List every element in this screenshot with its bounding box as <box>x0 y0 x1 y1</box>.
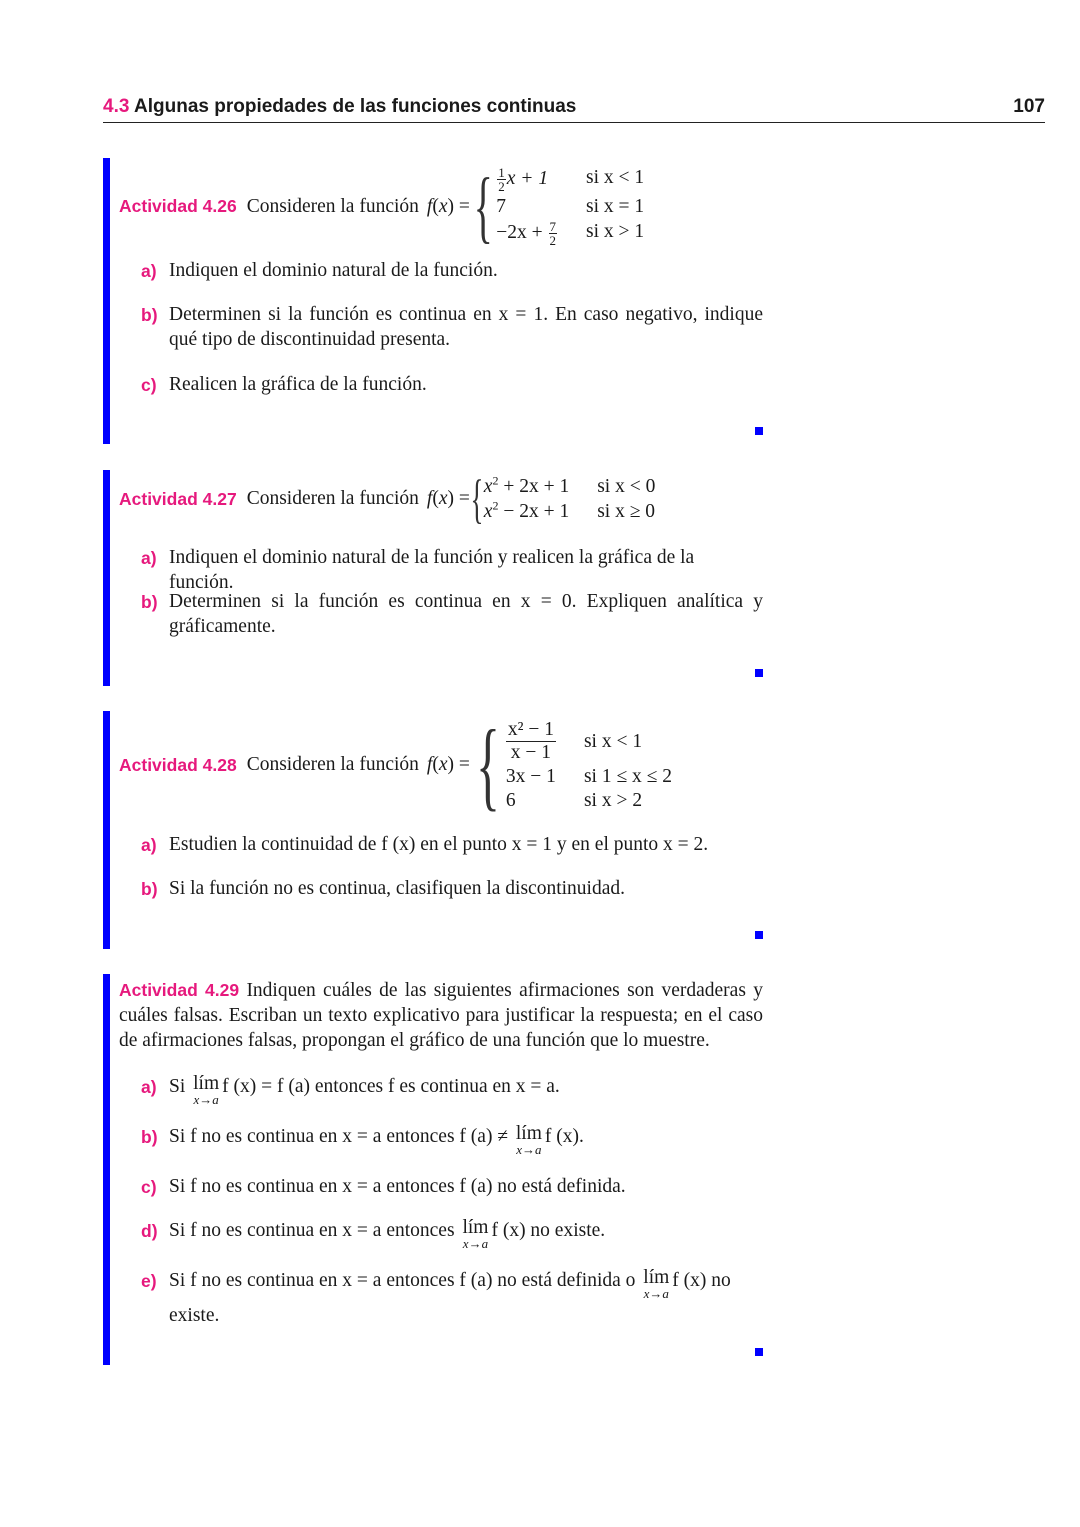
case-1-expr: $x^2 + 2x + 1$ <box>483 473 570 497</box>
list-item: b) Determinen si la función es continua en x = 0. Expliquen analítica y gráficamente. <box>141 591 763 637</box>
case-1-cond: si x < 1 <box>583 730 643 752</box>
activity-intro: Consideren la función <box>246 754 419 775</box>
case-1-cond: si x < 1 <box>586 167 645 188</box>
activity-statement <box>119 469 656 529</box>
list-item: b) Si la función no es continua, clasifiquen la discontinuidad. <box>141 878 625 899</box>
activity-statement <box>119 978 763 1053</box>
limit-operator: lím x→a <box>515 1123 542 1157</box>
activity-4-26 <box>103 158 763 444</box>
activity-bar <box>103 470 110 686</box>
case-1-expr: x² − 1 x − 1 <box>507 718 554 763</box>
header-section <box>103 96 576 118</box>
activity-label: Actividad 4.28 <box>119 754 237 775</box>
end-of-activity-mark <box>755 1348 763 1356</box>
list-item: a) Estudien la continuidad de f (x) en el punto x = 1 y en el punto x = 2. <box>141 834 709 855</box>
limit-operator: lím x→a <box>643 1267 670 1301</box>
case-2-expr: $x^2 - 2x + 1$ <box>483 498 570 522</box>
activity-bar <box>103 711 110 949</box>
list-item: b) Si f no es continua en x = a entonces f (a) ≠ lím x→a f (x). <box>141 1123 584 1157</box>
list-item: a) Indiquen el dominio natural de la función. <box>141 260 498 281</box>
case-2-cond: si 1 ≤ x ≤ 2 <box>583 765 673 787</box>
piecewise-cases <box>484 475 656 523</box>
page-number: 107 <box>1013 96 1045 117</box>
list-item: c) Si f no es continua en x = a entonces f (a) no está definida. <box>141 1176 626 1197</box>
function-name: f(x) = <box>426 754 470 775</box>
list-item: a) Indiquen el dominio natural de la función y realicen la gráfica de la función. <box>141 547 695 593</box>
activity-bar <box>103 158 110 444</box>
left-brace: { <box>475 709 500 820</box>
case-3-cond: si x > 2 <box>583 789 643 811</box>
case-2-expr: 7 <box>496 196 507 217</box>
activity-bar <box>103 974 110 1365</box>
list-item: b) Determinen si la función es continua en x = 1. En caso negativo, indique qué tipo de discontinuidad presenta. <box>141 304 763 350</box>
section-number: 4.3 <box>103 96 130 117</box>
limit-operator: lím x→a <box>193 1073 220 1107</box>
activity-4-27 <box>103 470 763 686</box>
case-1-cond: si x < 0 <box>597 476 656 497</box>
end-of-activity-mark <box>755 669 763 677</box>
case-2-cond: si x ≥ 0 <box>597 501 656 522</box>
piecewise-cases <box>496 166 644 247</box>
activity-label: Actividad 4.29 <box>119 980 240 1000</box>
activity-statement <box>119 709 673 820</box>
section-title: Algunas propiedades de las funciones continuas <box>134 96 577 117</box>
list-item: c) Realicen la gráfica de la función. <box>141 374 427 395</box>
activity-label: Actividad 4.26 <box>119 196 237 216</box>
function-name: f(x) = <box>426 488 470 509</box>
piecewise-cases <box>506 719 672 812</box>
limit-operator: lím x→a <box>462 1217 489 1251</box>
activity-statement <box>119 162 645 251</box>
left-brace: { <box>470 469 484 529</box>
case-3-expr: 6 <box>505 789 516 811</box>
activity-4-28 <box>103 711 763 949</box>
activity-intro: Indiquen cuáles de las siguientes afirmaciones son verdaderas y cuáles falsas. Escriban un texto explicativo para justificar la respuesta; en el caso de afirmaciones falsas, propongan el gráfico de una función que lo muestre. <box>119 980 763 1051</box>
fraction: $\frac{1}{2}$ <box>498 165 505 194</box>
running-header <box>103 96 1045 123</box>
activity-4-29 <box>103 974 763 1365</box>
case-3-expr: −2x + $\frac{7}{2}$ <box>496 219 557 248</box>
left-brace: { <box>473 162 493 251</box>
case-1-expr: $\frac{1}{2}$ x + 1 <box>498 165 549 194</box>
activity-intro: Consideren la función <box>246 488 419 509</box>
list-item: d) Si f no es continua en x = a entonces lím x→a f (x) no existe. <box>141 1217 606 1251</box>
list-item: a) Si lím x→a f (x) = f (a) entonces f es continua en x = a. <box>141 1073 560 1107</box>
function-name: f(x) = <box>426 195 470 217</box>
end-of-activity-mark <box>755 427 763 435</box>
activity-intro: Consideren la función <box>246 195 419 217</box>
case-2-expr: 3x − 1 <box>505 765 556 787</box>
case-2-cond: si x = 1 <box>586 196 645 217</box>
end-of-activity-mark <box>755 931 763 939</box>
activity-label: Actividad 4.27 <box>119 488 237 509</box>
case-3-cond: si x > 1 <box>586 221 645 242</box>
fraction: $\frac{7}{2}$ <box>549 219 557 248</box>
list-item: e) Si f no es continua en x = a entonces f (a) no está definida o lím x→a f (x) no existe. <box>141 1267 731 1326</box>
